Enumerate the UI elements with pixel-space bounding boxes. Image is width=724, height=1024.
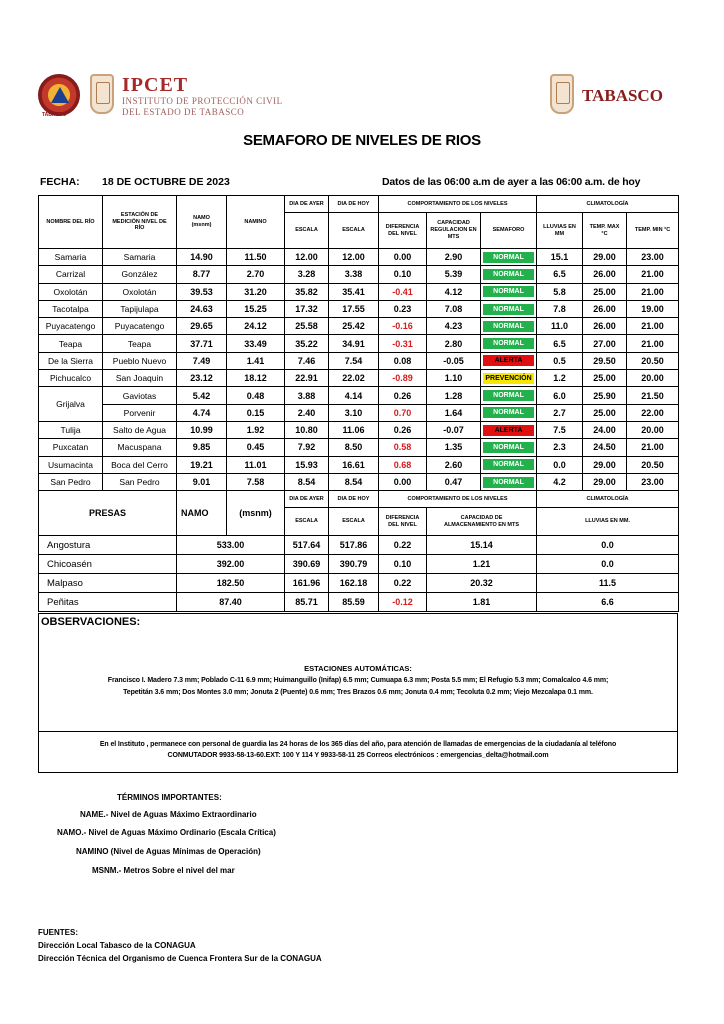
estacion-name: Salto de Agua xyxy=(103,421,177,438)
diferencia-value: 0.23 xyxy=(379,300,427,317)
escala-hoy-value: 4.14 xyxy=(329,387,379,404)
presa-name: Chicoasén xyxy=(39,555,177,574)
header-escala-hoy: ESCALA xyxy=(329,213,379,249)
semaforo-cell xyxy=(481,370,537,387)
term-namino: NAMINO (Nivel de Aguas Mínimas de Operación) xyxy=(76,847,261,856)
lluvia-value: 7.5 xyxy=(537,421,583,438)
header-presas-diferencia: DIFERENCIA DEL NIVEL xyxy=(379,508,427,536)
river-row xyxy=(39,318,679,335)
fecha-label: FECHA: xyxy=(40,176,80,188)
escala-hoy-value: 16.61 xyxy=(329,456,379,473)
org-name-line1: INSTITUTO DE PROTECCIÓN CIVIL xyxy=(122,96,283,106)
namo-value: 37.71 xyxy=(177,335,227,352)
diferencia-value: -0.16 xyxy=(379,318,427,335)
namino-value: 11.01 xyxy=(227,456,285,473)
temp-min-value: 20.00 xyxy=(627,370,679,387)
namino-value: 11.50 xyxy=(227,249,285,266)
org-name-line2: DEL ESTADO DE TABASCO xyxy=(122,107,245,117)
capacidad-value: 4.23 xyxy=(427,318,481,335)
capacidad-value: 4.12 xyxy=(427,283,481,300)
presa-name: Angostura xyxy=(39,536,177,555)
namino-value: 2.70 xyxy=(227,266,285,283)
diferencia-value: 0.70 xyxy=(379,404,427,421)
temp-max-value: 24.00 xyxy=(583,421,627,438)
presa-ayer: 85.71 xyxy=(285,593,329,612)
estacion-name: San Joaquin xyxy=(103,370,177,387)
temp-max-value: 26.00 xyxy=(583,266,627,283)
seal-caption: TABASCO xyxy=(42,112,67,118)
diferencia-value: 0.58 xyxy=(379,439,427,456)
divider xyxy=(39,731,677,732)
escala-hoy-value: 34.91 xyxy=(329,335,379,352)
diferencia-value: 0.10 xyxy=(379,266,427,283)
namo-value: 24.63 xyxy=(177,300,227,317)
presa-namo: 392.00 xyxy=(177,555,285,574)
estacion-name: Macuspana xyxy=(103,439,177,456)
semaforo-status: NORMAL xyxy=(483,269,534,280)
estaciones-line-2: Tepetitán 3.6 mm; Dos Montes 3.0 mm; Jonuta 2 (Puente) 0.6 mm; Tres Brazos 0.6 mm; Jonuta 0.4 mm; Tecoluta 0.2 mm; Viejo Mezcalapa 0.1 mm. xyxy=(123,689,593,696)
rio-name: Teapa xyxy=(39,335,103,352)
semaforo-cell xyxy=(481,266,537,283)
escala-ayer-value: 7.92 xyxy=(285,439,329,456)
header-diferencia: DIFERENCIA DEL NIVEL xyxy=(379,213,427,249)
diferencia-value: 0.26 xyxy=(379,387,427,404)
estacion-name: Porvenir xyxy=(103,404,177,421)
escala-hoy-value: 7.54 xyxy=(329,352,379,369)
presa-diferencia: 0.22 xyxy=(379,574,427,593)
presa-diferencia: -0.12 xyxy=(379,593,427,612)
temp-max-value: 29.00 xyxy=(583,249,627,266)
river-row xyxy=(39,352,679,369)
semaforo-cell xyxy=(481,335,537,352)
estacion-name: Tapijulapa xyxy=(103,300,177,317)
semaforo-cell xyxy=(481,249,537,266)
namo-value: 39.53 xyxy=(177,283,227,300)
header-presas-dia-ayer: DIA DE AYER xyxy=(285,491,329,508)
river-row xyxy=(39,387,679,404)
semaforo-cell xyxy=(481,473,537,490)
capacidad-value: -0.05 xyxy=(427,352,481,369)
capacidad-value: 5.39 xyxy=(427,266,481,283)
presa-namo: 87.40 xyxy=(177,593,285,612)
river-row xyxy=(39,456,679,473)
capacidad-value: 0.47 xyxy=(427,473,481,490)
river-row xyxy=(39,404,679,421)
header-dia-hoy: DIA DE HOY xyxy=(329,196,379,213)
presa-lluvia: 11.5 xyxy=(537,574,679,593)
semaforo-status: NORMAL xyxy=(483,390,534,401)
temp-max-value: 26.00 xyxy=(583,318,627,335)
semaforo-cell xyxy=(481,421,537,438)
namo-value: 9.01 xyxy=(177,473,227,490)
semaforo-cell xyxy=(481,318,537,335)
header-semaforo: SEMAFORO xyxy=(481,213,537,249)
lluvia-value: 0.5 xyxy=(537,352,583,369)
presa-ayer: 390.69 xyxy=(285,555,329,574)
escala-hoy-value: 22.02 xyxy=(329,370,379,387)
lluvia-value: 15.1 xyxy=(537,249,583,266)
escala-ayer-value: 15.93 xyxy=(285,456,329,473)
semaforo-status: NORMAL xyxy=(483,304,534,315)
estaciones-title: ESTACIONES AUTOMÁTICAS: xyxy=(304,664,412,673)
namino-value: 0.45 xyxy=(227,439,285,456)
estacion-name: San Pedro xyxy=(103,473,177,490)
namino-value: 0.15 xyxy=(227,404,285,421)
diferencia-value: 0.08 xyxy=(379,352,427,369)
namino-value: 31.20 xyxy=(227,283,285,300)
river-row xyxy=(39,249,679,266)
presa-namo: 182.50 xyxy=(177,574,285,593)
temp-max-value: 25.90 xyxy=(583,387,627,404)
escala-ayer-value: 12.00 xyxy=(285,249,329,266)
lluvia-value: 0.0 xyxy=(537,456,583,473)
semaforo-status: NORMAL xyxy=(483,286,534,297)
presa-hoy: 162.18 xyxy=(329,574,379,593)
namo-value: 23.12 xyxy=(177,370,227,387)
presa-capacidad: 1.81 xyxy=(427,593,537,612)
header-namo: NAMO (msnm) xyxy=(177,196,227,249)
temp-max-value: 29.00 xyxy=(583,473,627,490)
estacion-name: Teapa xyxy=(103,335,177,352)
tabasco-state-crest-icon xyxy=(550,74,574,114)
escala-ayer-value: 35.82 xyxy=(285,283,329,300)
escala-hoy-value: 8.50 xyxy=(329,439,379,456)
presa-row xyxy=(39,593,679,612)
rio-name: Grijalva xyxy=(39,387,103,422)
diferencia-value: 0.26 xyxy=(379,421,427,438)
temp-min-value: 20.50 xyxy=(627,456,679,473)
temp-max-value: 27.00 xyxy=(583,335,627,352)
lluvia-value: 11.0 xyxy=(537,318,583,335)
escala-hoy-value: 12.00 xyxy=(329,249,379,266)
temp-min-value: 23.00 xyxy=(627,249,679,266)
presa-diferencia: 0.22 xyxy=(379,536,427,555)
semaforo-status: NORMAL xyxy=(483,407,534,418)
diferencia-value: 0.68 xyxy=(379,456,427,473)
temp-max-value: 25.00 xyxy=(583,283,627,300)
capacidad-value: 1.10 xyxy=(427,370,481,387)
presa-hoy: 517.86 xyxy=(329,536,379,555)
presa-ayer: 161.96 xyxy=(285,574,329,593)
escala-ayer-value: 2.40 xyxy=(285,404,329,421)
diferencia-value: -0.41 xyxy=(379,283,427,300)
header-presas-lluvias: LLUVIAS EN MM. xyxy=(537,508,679,536)
fuentes-line-1: Dirección Local Tabasco de la CONAGUA xyxy=(38,941,196,950)
capacidad-value: -0.07 xyxy=(427,421,481,438)
semaforo-status: ALERTA xyxy=(483,355,534,366)
lluvia-value: 5.8 xyxy=(537,283,583,300)
semaforo-status: NORMAL xyxy=(483,459,534,470)
temp-min-value: 21.00 xyxy=(627,266,679,283)
lluvia-value: 2.3 xyxy=(537,439,583,456)
escala-hoy-value: 17.55 xyxy=(329,300,379,317)
presa-lluvia: 0.0 xyxy=(537,555,679,574)
datos-range: Datos de las 06:00 a.m de ayer a las 06:00 a.m. de hoy xyxy=(382,176,641,188)
semaforo-status: NORMAL xyxy=(483,442,534,453)
namo-value: 8.77 xyxy=(177,266,227,283)
term-name: NAME.- Nivel de Aguas Máximo Extraordinario xyxy=(80,810,257,819)
rio-name: Tacotalpa xyxy=(39,300,103,317)
presa-capacidad: 1.21 xyxy=(427,555,537,574)
temp-min-value: 20.50 xyxy=(627,352,679,369)
river-row xyxy=(39,370,679,387)
presa-row xyxy=(39,574,679,593)
namo-value: 5.42 xyxy=(177,387,227,404)
temp-min-value: 21.00 xyxy=(627,283,679,300)
presa-row xyxy=(39,536,679,555)
header-climatologia: CLIMATOLOGÍA xyxy=(537,196,679,213)
header-presas-climatologia: CLIMATOLOGÍA xyxy=(537,491,679,508)
escala-ayer-value: 25.58 xyxy=(285,318,329,335)
header-presas-escala-hoy: ESCALA xyxy=(329,508,379,536)
namo-value: 14.90 xyxy=(177,249,227,266)
namino-value: 15.25 xyxy=(227,300,285,317)
semaforo-status: NORMAL xyxy=(483,477,534,488)
namo-value: 19.21 xyxy=(177,456,227,473)
header-comportamiento: COMPORTAMIENTO DE LOS NIVELES xyxy=(379,196,537,213)
river-row xyxy=(39,335,679,352)
presa-capacidad: 20.32 xyxy=(427,574,537,593)
fuentes-title: FUENTES: xyxy=(38,928,78,937)
temp-min-value: 21.00 xyxy=(627,335,679,352)
header-presas-capacidad: CAPACIDAD DE ALMACENAMIENTO EN MTS xyxy=(427,508,537,536)
proteccion-civil-seal-icon xyxy=(38,74,80,116)
capacidad-value: 2.60 xyxy=(427,456,481,473)
namo-value: 9.85 xyxy=(177,439,227,456)
namino-value: 24.12 xyxy=(227,318,285,335)
header-presas-escala-ayer: ESCALA xyxy=(285,508,329,536)
diferencia-value: -0.89 xyxy=(379,370,427,387)
namino-value: 33.49 xyxy=(227,335,285,352)
escala-hoy-value: 8.54 xyxy=(329,473,379,490)
escala-ayer-value: 10.80 xyxy=(285,421,329,438)
rio-name: Tulija xyxy=(39,421,103,438)
fecha-value: 18 DE OCTUBRE DE 2023 xyxy=(102,176,230,188)
capacidad-value: 1.64 xyxy=(427,404,481,421)
header-escala-ayer: ESCALA xyxy=(285,213,329,249)
diferencia-value: 0.00 xyxy=(379,249,427,266)
temp-max-value: 29.00 xyxy=(583,456,627,473)
lluvia-value: 6.0 xyxy=(537,387,583,404)
header-capacidad: CAPACIDAD REGULACION EN MTS xyxy=(427,213,481,249)
namo-value: 7.49 xyxy=(177,352,227,369)
temp-min-value: 21.00 xyxy=(627,318,679,335)
niveles-table xyxy=(38,195,679,612)
page-header xyxy=(38,70,678,122)
lluvia-value: 1.2 xyxy=(537,370,583,387)
namo-value: 29.65 xyxy=(177,318,227,335)
river-row xyxy=(39,421,679,438)
lluvia-value: 7.8 xyxy=(537,300,583,317)
capacidad-value: 1.28 xyxy=(427,387,481,404)
semaforo-cell xyxy=(481,387,537,404)
river-row xyxy=(39,473,679,490)
semaforo-status: NORMAL xyxy=(483,252,534,263)
river-row xyxy=(39,283,679,300)
escala-hoy-value: 3.38 xyxy=(329,266,379,283)
presa-name: Malpaso xyxy=(39,574,177,593)
temp-min-value: 23.00 xyxy=(627,473,679,490)
rio-name: Usumacinta xyxy=(39,456,103,473)
header-presas-comportamiento: COMPORTAMIENTO DE LOS NIVELES xyxy=(379,491,537,508)
header-lluvias: LLUVIAS EN MM xyxy=(537,213,583,249)
lluvia-value: 6.5 xyxy=(537,335,583,352)
instituto-line-2: CONMUTADOR 9933-58-13-60.EXT: 100 Y 114 Y 9933-58-11 25 Correos electrónicos : emergencias_delta@hotmail.com xyxy=(167,752,549,759)
estacion-name: Boca del Cerro xyxy=(103,456,177,473)
fuentes-line-2: Dirección Técnica del Organismo de Cuenca Frontera Sur de la CONAGUA xyxy=(38,954,322,963)
rio-name: Pichucalco xyxy=(39,370,103,387)
capacidad-value: 1.35 xyxy=(427,439,481,456)
rio-name: Puxcatan xyxy=(39,439,103,456)
term-namo: NAMO.- Nivel de Aguas Máximo Ordinario (Escala Crítica) xyxy=(57,828,276,837)
temp-max-value: 26.00 xyxy=(583,300,627,317)
capacidad-value: 7.08 xyxy=(427,300,481,317)
presa-hoy: 390.79 xyxy=(329,555,379,574)
temp-min-value: 22.00 xyxy=(627,404,679,421)
river-row xyxy=(39,300,679,317)
semaforo-status: NORMAL xyxy=(483,338,534,349)
header-temp-max: TEMP. MAX °C xyxy=(583,213,627,249)
estacion-name: Oxolotán xyxy=(103,283,177,300)
semaforo-cell xyxy=(481,283,537,300)
escala-ayer-value: 35.22 xyxy=(285,335,329,352)
observaciones-title: OBSERVACIONES: xyxy=(41,616,141,628)
rio-name: Samaria xyxy=(39,249,103,266)
rio-name: De la Sierra xyxy=(39,352,103,369)
lluvia-value: 6.5 xyxy=(537,266,583,283)
lluvia-value: 2.7 xyxy=(537,404,583,421)
estacion-name: González xyxy=(103,266,177,283)
rio-name: Puyacatengo xyxy=(39,318,103,335)
estacion-name: Pueblo Nuevo xyxy=(103,352,177,369)
temp-min-value: 21.50 xyxy=(627,387,679,404)
estacion-name: Gaviotas xyxy=(103,387,177,404)
presa-lluvia: 6.6 xyxy=(537,593,679,612)
semaforo-cell xyxy=(481,404,537,421)
presa-lluvia: 0.0 xyxy=(537,536,679,555)
rio-name: San Pedro xyxy=(39,473,103,490)
namo-value: 10.99 xyxy=(177,421,227,438)
semaforo-cell xyxy=(481,456,537,473)
escala-hoy-value: 3.10 xyxy=(329,404,379,421)
presa-hoy: 85.59 xyxy=(329,593,379,612)
temp-min-value: 20.00 xyxy=(627,421,679,438)
namino-value: 1.92 xyxy=(227,421,285,438)
semaforo-status: PREVENCIÓN xyxy=(483,373,534,384)
header-namino: NAMINO xyxy=(227,196,285,249)
namino-value: 0.48 xyxy=(227,387,285,404)
river-row xyxy=(39,439,679,456)
rio-name: Carrizal xyxy=(39,266,103,283)
state-brand: TABASCO xyxy=(582,86,663,105)
header-presas-namo: NAMO xyxy=(177,491,227,536)
escala-ayer-value: 7.46 xyxy=(285,352,329,369)
tabasco-crest-icon xyxy=(90,74,114,114)
estaciones-line-1: Francisco I. Madero 7.3 mm; Poblado C-11 6.9 mm; Huimanguillo (Inifap) 6.5 mm; Cumuapa 6.3 mm; Posta 5.5 mm; El Refugio 5.3 mm; Comalcalco 4.6 mm; xyxy=(107,677,609,684)
page-title: SEMAFORO DE NIVELES DE RIOS xyxy=(243,132,481,149)
semaforo-status: ALERTA xyxy=(483,425,534,436)
observaciones-box xyxy=(38,613,678,773)
org-acronym: IPCET xyxy=(122,74,189,96)
escala-ayer-value: 3.88 xyxy=(285,387,329,404)
presa-name: Peñitas xyxy=(39,593,177,612)
semaforo-cell xyxy=(481,300,537,317)
escala-ayer-value: 8.54 xyxy=(285,473,329,490)
temp-min-value: 19.00 xyxy=(627,300,679,317)
temp-min-value: 21.00 xyxy=(627,439,679,456)
river-row xyxy=(39,266,679,283)
presa-row xyxy=(39,555,679,574)
namino-value: 1.41 xyxy=(227,352,285,369)
semaforo-cell xyxy=(481,439,537,456)
rio-name: Oxolotán xyxy=(39,283,103,300)
header-presas: PRESAS xyxy=(39,491,177,536)
presa-ayer: 517.64 xyxy=(285,536,329,555)
capacidad-value: 2.80 xyxy=(427,335,481,352)
escala-hoy-value: 11.06 xyxy=(329,421,379,438)
diferencia-value: 0.00 xyxy=(379,473,427,490)
escala-ayer-value: 17.32 xyxy=(285,300,329,317)
namo-value: 4.74 xyxy=(177,404,227,421)
capacidad-value: 2.90 xyxy=(427,249,481,266)
estacion-name: Puyacatengo xyxy=(103,318,177,335)
presa-namo: 533.00 xyxy=(177,536,285,555)
escala-ayer-value: 22.91 xyxy=(285,370,329,387)
escala-hoy-value: 35.41 xyxy=(329,283,379,300)
semaforo-status: NORMAL xyxy=(483,321,534,332)
escala-ayer-value: 3.28 xyxy=(285,266,329,283)
header-estacion: ESTACIÓN DE MEDICIÓN NIVEL DE RÍO xyxy=(103,196,177,249)
presa-capacidad: 15.14 xyxy=(427,536,537,555)
presas-header-row xyxy=(39,491,679,508)
header-presas-dia-hoy: DIA DE HOY xyxy=(329,491,379,508)
header-nombre: NOMBRE DEL RÍO xyxy=(39,196,103,249)
namino-value: 18.12 xyxy=(227,370,285,387)
estacion-name: Samaria xyxy=(103,249,177,266)
temp-max-value: 25.00 xyxy=(583,370,627,387)
term-msnm: MSNM.- Metros Sobre el nivel del mar xyxy=(92,866,235,875)
namino-value: 7.58 xyxy=(227,473,285,490)
header-dia-ayer: DIA DE AYER xyxy=(285,196,329,213)
lluvia-value: 4.2 xyxy=(537,473,583,490)
semaforo-cell xyxy=(481,352,537,369)
temp-max-value: 24.50 xyxy=(583,439,627,456)
diferencia-value: -0.31 xyxy=(379,335,427,352)
escala-hoy-value: 25.42 xyxy=(329,318,379,335)
terminos-title: TÉRMINOS IMPORTANTES: xyxy=(117,793,222,802)
presa-diferencia: 0.10 xyxy=(379,555,427,574)
header-presas-msnm: (msnm) xyxy=(227,491,285,536)
header-temp-min: TEMP. MIN °C xyxy=(627,213,679,249)
temp-max-value: 29.50 xyxy=(583,352,627,369)
instituto-line-1: En el Instituto , permanece con personal de guardia las 24 horas de los 365 días del año, para atención de llamadas de emergencias de la ciudadanía al teléfono xyxy=(99,741,617,748)
temp-max-value: 25.00 xyxy=(583,404,627,421)
